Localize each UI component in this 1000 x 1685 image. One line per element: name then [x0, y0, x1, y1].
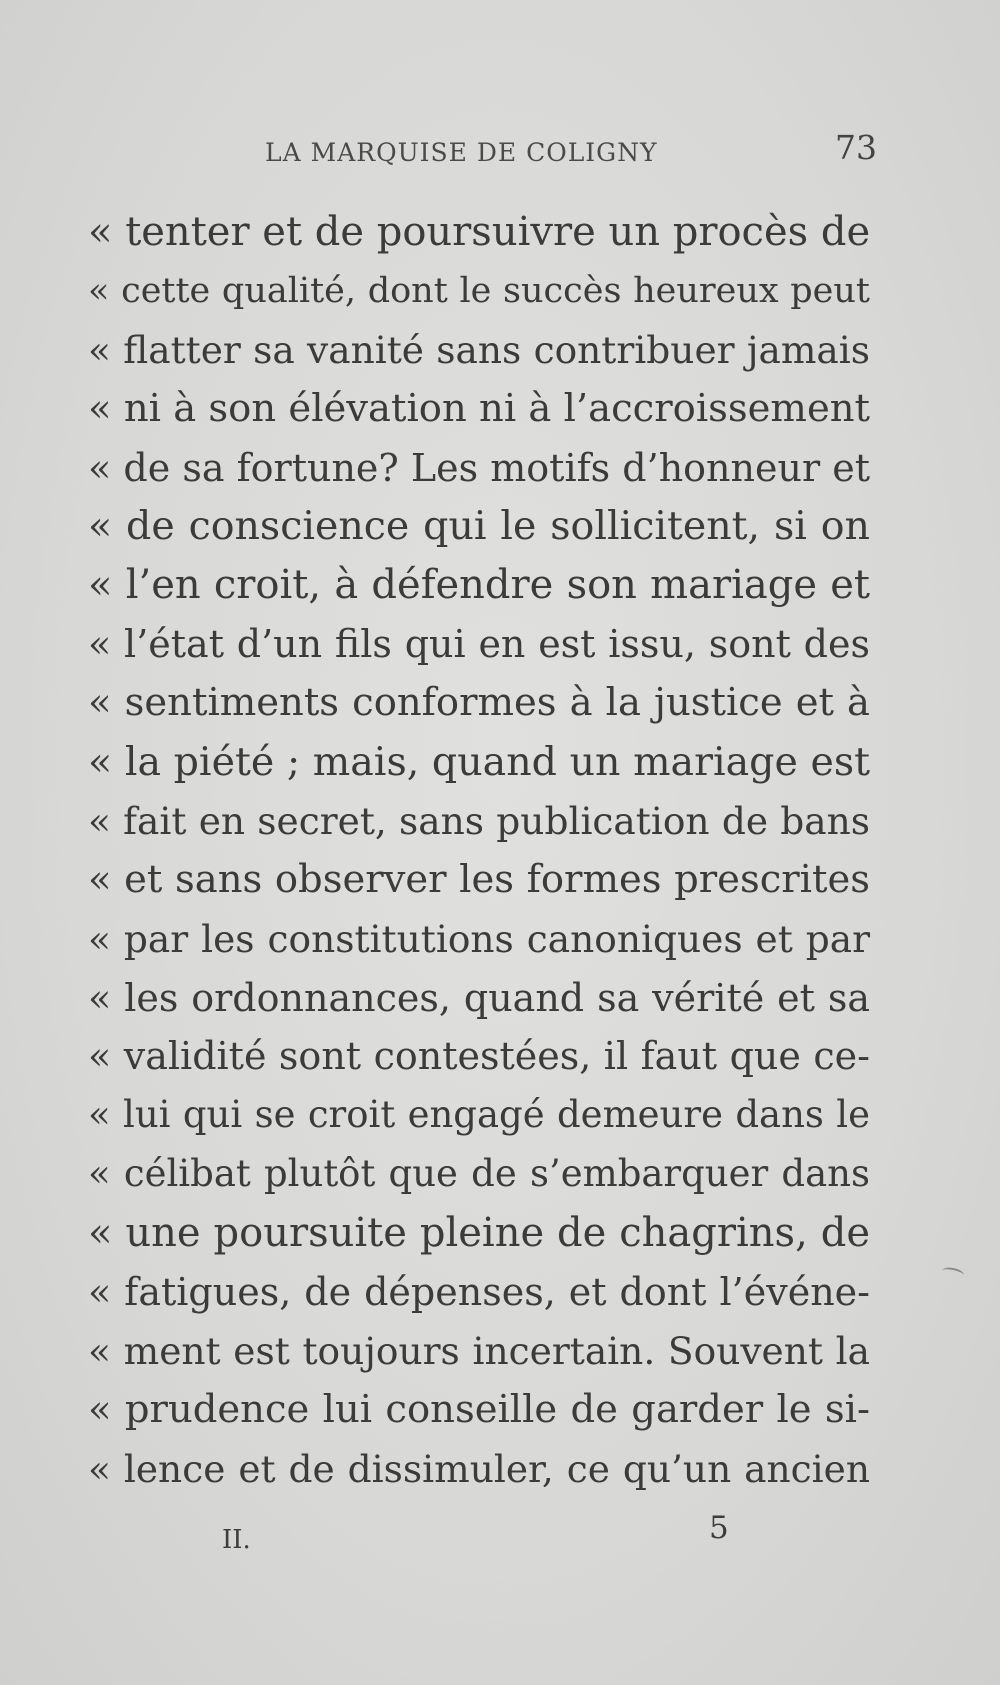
paper-speck [941, 1266, 965, 1280]
text-line: « de conscience qui le sollicitent, si on [88, 503, 870, 550]
text-line: « l’en croit, à défendre son mariage et [88, 562, 870, 609]
text-line: « ni à son élévation ni à l’accroissement [88, 385, 870, 431]
text-line: « tenter et de poursuivre un procès de [88, 209, 871, 255]
text-line: « la piété ; mais, quand un mariage est [88, 739, 870, 786]
text-line: « les ordonnances, quand sa vérité et sa [88, 975, 870, 1020]
running-title: LA MARQUISE DE COLIGNY [265, 138, 658, 167]
text-line: « validité sont contestées, il faut que ce- [88, 1034, 870, 1079]
body-text [88, 203, 870, 1499]
signature-mark: II. [222, 1525, 251, 1555]
text-line: « de sa fortune? Les motifs d’honneur et [88, 445, 870, 490]
text-line: « fatigues, de dépenses, et dont l’événe- [88, 1270, 870, 1315]
signature-number: 5 [709, 1510, 729, 1546]
text-line: « prudence lui conseille de garder le si- [88, 1386, 870, 1432]
text-line: « lui qui se croit engagé demeure dans le [88, 1093, 870, 1137]
text-line: « ment est toujours incertain. Souvent la [88, 1328, 870, 1373]
text-line: « célibat plutôt que de s’embarquer dans [88, 1152, 870, 1196]
text-line: « par les constitutions canoniques et par [88, 916, 870, 961]
text-line: « l’état d’un fils qui en est issu, sont des [88, 622, 870, 667]
page-number: 73 [835, 128, 877, 167]
text-line: « sentiments conformes à la justice et à [88, 680, 870, 726]
text-line: « flatter sa vanité sans contribuer jamais [88, 327, 870, 372]
text-line: « fait en secret, sans publication de bans [88, 798, 870, 843]
text-line: « une poursuite pleine de chagrins, de [88, 1210, 870, 1257]
text-line: « cette qualité, dont le succès heureux peut [88, 270, 870, 311]
text-line: « lence et de dissimuler, ce qu’un ancien [88, 1446, 870, 1491]
text-line: « et sans observer les formes prescrites [88, 856, 870, 902]
